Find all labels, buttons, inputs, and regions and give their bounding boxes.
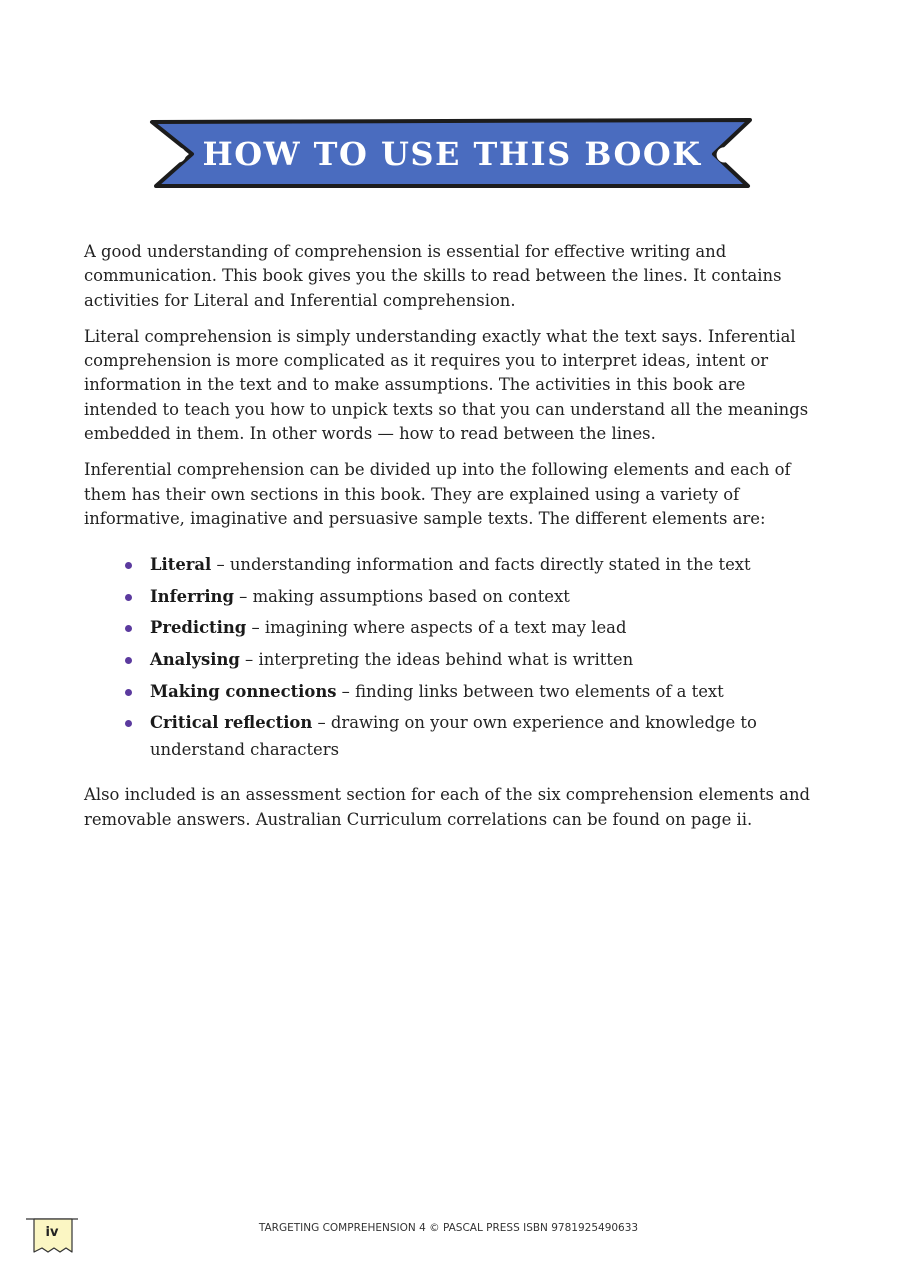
list-item: [150, 551, 819, 578]
list-item: [150, 709, 819, 763]
element-term: Inferring: [150, 586, 234, 606]
elements-paragraph: Inferential comprehension can be divided up into the following elements and each of them has their own sections in this book. They are explained using a variety of informative, imaginative and persuasive sample texts. The different elements are:: [84, 460, 791, 528]
body-text: [84, 240, 819, 844]
element-desc: – making assumptions based on context: [233, 586, 570, 606]
element-term: Literal: [150, 555, 212, 575]
element-term: Analysing: [150, 650, 240, 670]
literal-paragraph: Literal comprehension is simply understanding exactly what the text says. Inferential comprehension is more complicated as it requires you to interpret ideas, intent or information in the text and to make assumptions. The activities in this book are intended to teach you how to unpick texts so that you can understand all the meanings embedded in them. In other words — how to read between the lines.: [84, 326, 809, 444]
closing-paragraph: Also included is an assessment section for each of the six comprehension elements and removable answers. Australian Curriculum correlations can be found on page ii.: [84, 785, 810, 829]
list-item: [150, 646, 819, 673]
page-number: iv: [45, 1225, 59, 1240]
page-number-tab: [26, 1214, 78, 1256]
element-desc: – imagining where aspects of a text may lead: [246, 618, 627, 638]
list-item: [150, 678, 819, 705]
element-term: Making connections: [150, 681, 337, 701]
title-banner: [148, 116, 756, 192]
page-title: [148, 116, 756, 192]
list-item: [150, 614, 819, 641]
page-title-text: HOW TO USE THIS BOOK: [202, 135, 702, 173]
element-desc: – drawing on your own experience and knowledge to understand characters: [150, 713, 757, 760]
intro-paragraph: A good understanding of comprehension is essential for effective writing and communication. This book gives you the skills to read between the lines. It contains activities for Literal and Inferential comprehension.: [84, 242, 782, 310]
element-desc: – finding links between two elements of a text: [336, 681, 724, 701]
banner-dot-right: ●: [715, 141, 735, 165]
element-term: Predicting: [150, 618, 247, 638]
element-desc: – interpreting the ideas behind what is written: [239, 650, 634, 670]
banner-dot-left: ●: [169, 141, 189, 165]
elements-list: [84, 551, 819, 763]
element-desc: – understanding information and facts directly stated in the text: [211, 555, 751, 575]
footer-copyright: TARGETING COMPREHENSION 4 © PASCAL PRESS ISBN 9781925490633: [258, 1222, 639, 1234]
element-term: Critical reflection: [150, 713, 313, 733]
list-item: [150, 583, 819, 610]
